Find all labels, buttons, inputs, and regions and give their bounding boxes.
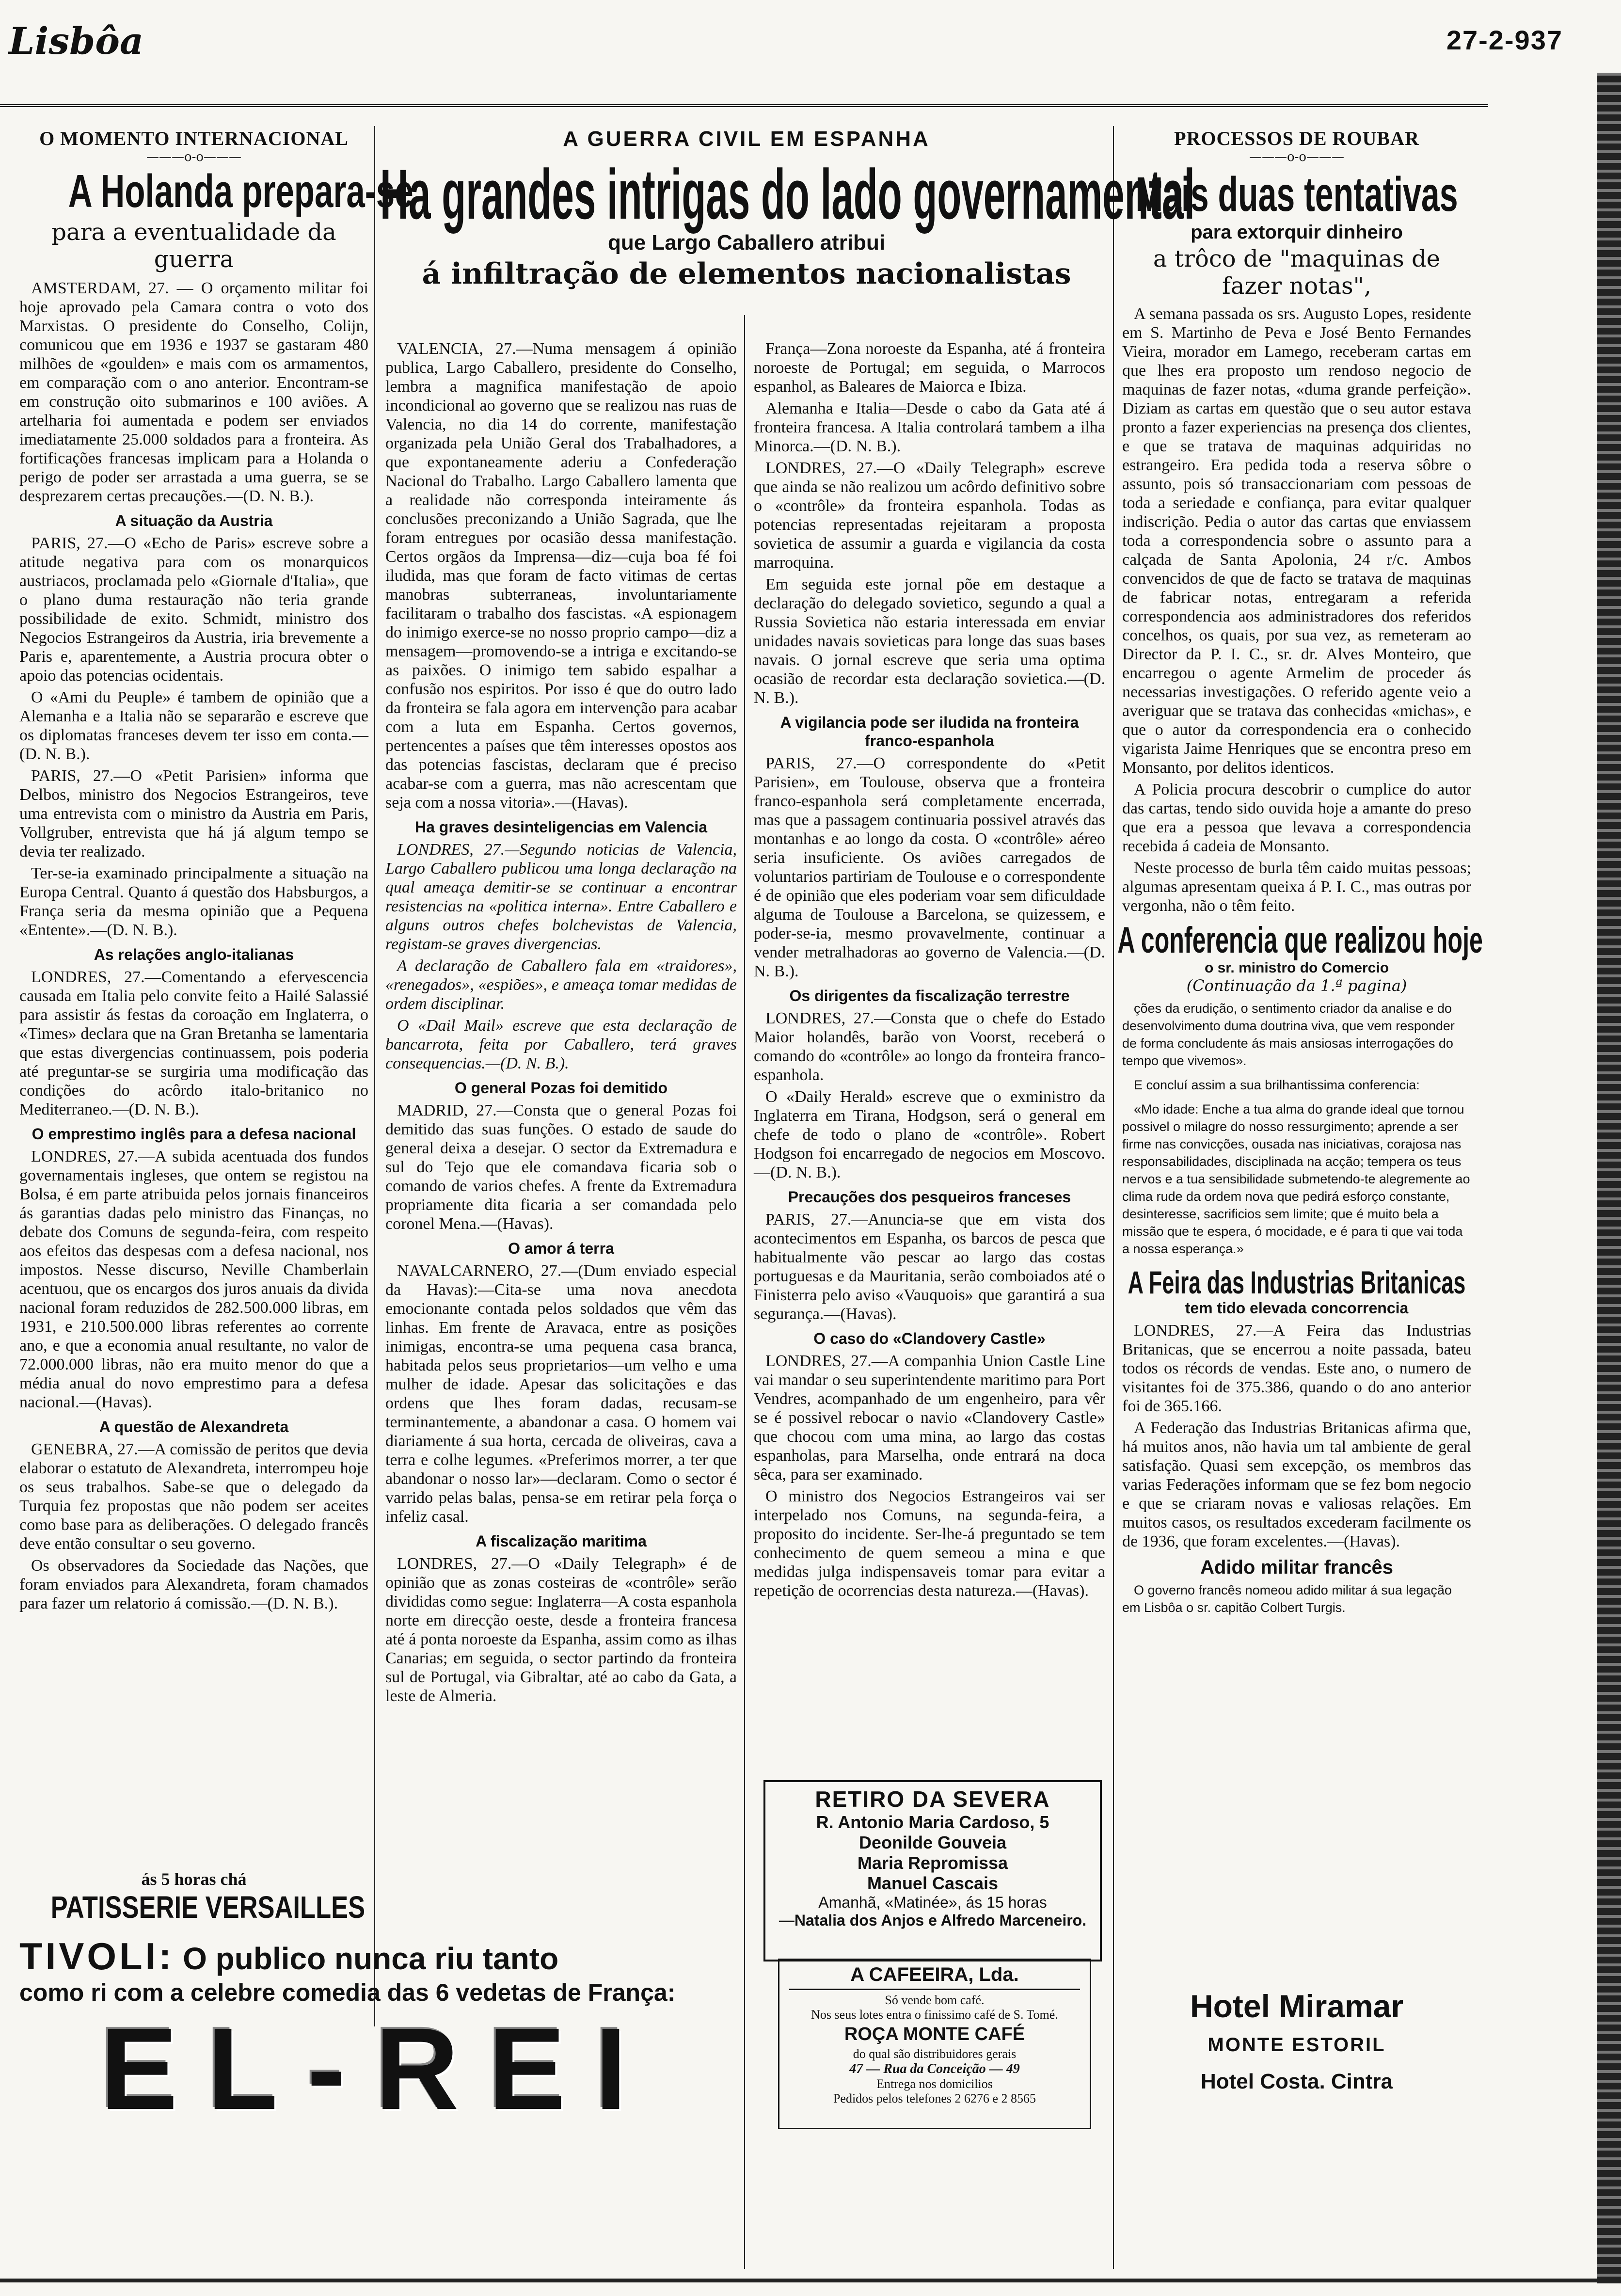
headline: Ha grandes intrigas do lado governamental	[380, 155, 1195, 234]
page-date: 27-2-937	[1446, 25, 1563, 55]
paragraph: A semana passada os srs. Augusto Lopes, residente em S. Martinho de Peva e José Bento Fernandes Vieira, morador em Lamego, receberam cartas em que lhes era proposto um rendoso negocio de maquinas de fazer notas, «duma grande perfeição». Diziam as cartas em questão que o seu autor estava pronto a fazer experiencias na presença dos clientes, e que se tratava de maquinas adquiridas no estrangeiro. Era pedida toda a reserva sôbre o assunto, pois só transaccionariam com pessoas de toda a seriedade e confiança, para evitar qualquer indiscrição. Pedia o autor das cartas que enviassem toda a correspondencia sobre o assunto para a calçada de Santa Apolonia, 24 r/c. Ambos convencidos de que de facto se tratava de maquinas de fabricar notas, entregaram a referida correspondencia aos administradores dos referidos concelhos, os quais, por sua vez, as remeteram ao Director da P. I. C., sr. dr. Alves Monteiro, que encarregou o agente Armelim de proceder ás necessarias investigações. O referido agente veio a averiguar que se tratava das conhecidas «michas», e que o autor da correspondencia era o conhecido vigarista Jaime Henriques que se encontra preso em Monsanto, por delitos identicos.	[1122, 305, 1471, 777]
scan-edge-strip	[1597, 73, 1621, 2283]
subheading: As relações anglo-italianas	[94, 946, 294, 963]
paragraph: E concluí assim a sua brilhantissima conferencia:	[1134, 1078, 1420, 1092]
paragraph: VALENCIA, 27.—Numa mensagem á opinião publica, Largo Caballero, presidente do Conselho, lembra a magnifica manifestação de apoio incondicional ao governo que se realizou nas ruas de Valencia, no dia 14 do corrente, manifestação organizada pela União Geral dos Trabalhadores, a que expontaneamente aderiu a Confederação Nacional do Trabalho. Largo Caballero lamenta que a realidade não corresponda inteiramente ás conclusões preconizando a União Sagrada, que lhe foram entregues por ocasião dessa manifestação. Certos orgãos da Imprensa—diz—cuja boa fé foi iludida, mas que foram de facto vitimas de certas manobras subterraneas, involuntariamente facilitaram o trabalho dos fascistas. «A espionagem do inimigo exerce-se no nosso proprio campo—diz a mensagem—promovendo-se a intriga e excitando-se as paixões. O inimigo tem sabido espalhar a confusão nos espiritos. Por isso é que do outro lado da fronteira se fala agora em intervenção para acabar com a luta em Espanha. Certos governos, pertencentes a países que têm interesses opostos aos das potencias fascistas, declaram que é preciso acabar-se com a guerra, mas não acrescentam que seja com a nossa vitoria».—(Havas).	[385, 340, 737, 812]
paragraph: PARIS, 27.—Anuncia-se que em vista dos acontecimentos em Espanha, os barcos de pesca que habitualmente vão pescar ao largo das costas portuguesas e da Mauritania, serão comboiados até o Finisterra pelo aviso «Vauquois» que garantirá a sua segurança.—(Havas).	[754, 1211, 1105, 1323]
subheading: A situação da Austria	[115, 512, 273, 529]
ad-title: RETIRO DA SEVERA	[815, 1786, 1050, 1812]
article-body	[1122, 304, 1471, 915]
ad-line: Hotel Costa. Cintra	[1200, 2070, 1393, 2093]
article-body	[19, 279, 368, 1613]
continuation-note: (Continuação da 1.ª pagina)	[1186, 976, 1407, 995]
ad-line: Entrega nos domicilios	[876, 2077, 993, 2091]
paragraph: O governo francês nomeou adido militar á sua legação em Lisbôa o sr. capitão Colbert Turgis.	[1122, 1583, 1452, 1615]
paragraph: ções da erudição, o sentimento criador da analise e do desenvolvimento duma doutrina viva, que vem responder de forma concludente ás mais ansiosas interrogações do tempo que vivemos».	[1122, 1001, 1455, 1068]
subheading: O general Pozas foi demitido	[454, 1079, 668, 1097]
paragraph: Alemanha e Italia—Desde o cabo da Gata até á fronteira francesa. A Italia controlará tambem a ilha Minorca.—(D. N. B.).	[754, 399, 1105, 455]
subheading: Precauções dos pesqueiros franceses	[788, 1188, 1071, 1206]
ad-line: Só vende bom café.	[885, 1993, 985, 2007]
article-body	[1122, 1581, 1471, 1616]
ad-line: como ri com a celebre comedia das 6 vedetas de França:	[19, 1979, 676, 2006]
ad-cafeeira	[778, 1959, 1091, 2129]
article-holanda	[19, 127, 413, 1616]
article-processos-de-roubar	[1117, 127, 1483, 1623]
paragraph: O ministro dos Negocios Estrangeiros vai ser interpelado nos Comuns, na segunda-feira, a proposito do incidente. Ser-lhe-á preguntado se tem conhecimento de quem semeou a mina e que medidas julga indispensaveis tomar para evitar a repetição de ocorrencias desta natureza.—(Havas).	[754, 1487, 1105, 1600]
masthead-rule	[0, 104, 1488, 107]
paragraph: O «Dail Mail» escreve que esta declaração de bancarrota, feita por Caballero, terá graves consequencias.—(D. N. B.).	[385, 1017, 737, 1072]
ad-brand: TIVOLI:	[19, 1935, 175, 1977]
section-kicker: O MOMENTO INTERNACIONAL	[39, 128, 349, 149]
subheading: A questão de Alexandreta	[99, 1418, 289, 1435]
article-body-left	[385, 339, 737, 1708]
deck: que Largo Caballero atribui	[607, 231, 886, 255]
page-place-name: Lisbôa	[9, 19, 144, 63]
deck: a trôco de "maquinas de fazer notas",	[1153, 245, 1441, 300]
deck: para a eventualidade da guerra	[51, 219, 336, 273]
column-divider	[744, 315, 745, 2269]
paragraph: Ter-se-ia examinado principalmente a situação na Europa Central. Quanto á questão dos Habsburgos, a França seria da mesma opinião que a Pequena «Entente».—(D. N. B.).	[19, 864, 368, 939]
paragraph: AMSTERDAM, 27. — O orçamento militar foi hoje aprovado pela Camara contra o voto dos Marxistas. O presidente do Conselho, Colijn, comunicou que em 1936 e 1937 se gastaram 480 milhões de «goulden» e mais com os armamentos, em comparação com o ano anterior. Encontram-se em construção oito submarinos e 100 aviões. A artelharia foi aumentada e podem ser enviados imediatamente 25.000 soldados para a fronteira. As fortificações francesas implicam para a Holanda o perigo de poder ser arrastada a uma guerra, se se desprezarem certas precauções.—(D. N. B.).	[19, 279, 368, 505]
paragraph: Em seguida este jornal põe em destaque a declaração do delegado sovietico, segundo a qual a Russia Sovietica não estaria interessada em enviar unidades navais sovieticas para longe das suas bases navais. O jornal escreve que seria uma optima ocasião de recordar esta declaração sovietica.—(D. N. B.).	[754, 575, 1105, 707]
paragraph: PARIS, 27.—O «Echo de Paris» escreve sobre a atitude negativa para com os monarquicos austriacos, proclamada pelo «Giornale d'Italia», que o plano duma restauração não teria grande possibilidade de exito. Schmidt, ministro dos Negocios Estrangeiros da Austria, iria brevemente a Paris e, aparentemente, a Austria procura obter o apoio das potencias ocidentais.	[19, 534, 368, 685]
ad-phones: Pedidos pelos telefones 2 6276 e 2 8565	[833, 2091, 1036, 2105]
paragraph: PARIS, 27.—O correspondente do «Petit Parisien», em Toulouse, observa que a fronteira franco-espanhola será completamente encerrada, mas que a passagem continuaria possivel através das montanhas e ao longo da costa. O «contrôle» aéreo seria insuficiente. Os aviões carregados de voluntarios partiriam de Toulouse e o correspondente é de opinião que eles poderiam voar sem dificuldade alguma de Toulouse a Barcelona, se quizessem, e poder-se-ia, mesmo provavelmente, continuar a vender metralhadoras ao governo de Valencia.—(D. N. B.).	[754, 754, 1105, 980]
ad-line: Deonilde Gouveia	[858, 1833, 1007, 1852]
ad-line: Maria Repromissa	[857, 1853, 1008, 1873]
subheading: O caso do «Clandovery Castle»	[813, 1330, 1046, 1347]
paragraph: LONDRES, 27.—O «Daily Telegraph» escreve que ainda se não realizou um acôrdo definitivo sobre o «contrôle» da fronteira espanhola. Todas as potencias representadas rejeitaram a proposta sovietica de assumir a guarda e vigilancia da costa marroquina.	[754, 459, 1105, 572]
ad-brand: ROÇA MONTE CAFÉ	[844, 2024, 1025, 2044]
paragraph: França—Zona noroeste da Espanha, até á fronteira noroeste de Portugal; em seguida, o Marrocos espanhol, as Baleares de Maiorca e Ibiza.	[754, 340, 1105, 396]
paragraph: MADRID, 27.—Consta que o general Pozas foi demitido das suas funções. O estado de saude do general deixa a desejar. O sector da Extremadura e sul do Tejo que ele comandava ficaria sob o comando de varios chefes. A frente da Extremadura propriamente dita ficaria a ser comandada pelo coronel Mena.—(Havas).	[385, 1101, 737, 1233]
paragraph: LONDRES, 27.—Consta que o chefe do Estado Maior holandês, barão von Voorst, receberá o comando do «contrôle» ao longo da fronteira franco-espanhola.	[754, 1009, 1105, 1084]
paragraph: LONDRES, 27.—A subida acentuada dos fundos governamentais ingleses, que ontem se registou na Bolsa, é em parte atribuida pelos jornais financeiros ás garantias dadas pelo ministro das Finanças, no debate dos Comuns de segunda-feira, com respeito aos efeitos das despesas com a defesa nacional, nos impostos. Nesse discurso, Neville Chamberlain acentuou, que os encargos dos juros anuais da divida nacional foram reduzidos de 282.500.000 libras, em 1931, e 210.500.000 libras referentes ao corrente ano, e que a economia anual resultante, no valor de 72.000.000 libras, não era muito menor do que a média anual do novo emprestimo para a defesa nacional.—(Havas).	[19, 1148, 368, 1411]
subheading: O amor á terra	[508, 1240, 614, 1257]
ad-line: R. Antonio Maria Cardoso, 5	[816, 1812, 1049, 1832]
ad-line	[19, 1934, 737, 1978]
ad-line: Amanhã, «Matinée», ás 15 horas	[818, 1894, 1047, 1911]
article-guerra-civil-header	[380, 127, 1195, 291]
paragraph: LONDRES, 27.—O «Daily Telegraph» é de opinião que as zonas costeiras de «contrôle» serão divididas como segue: Inglaterra—A costa espanhola norte em direcção oeste, desde a fronteira francesa até á ponta noroeste da Espanha, assim como as ilhas Canarias; em seguida, o sector partindo da fronteira sul de Portugal, via Gibraltar, até ao cabo da Gata, a leste de Almeria.	[385, 1555, 737, 1705]
deck: á infiltração de elementos nacionalistas	[422, 257, 1071, 291]
ad-patisserie-versailles	[19, 1869, 368, 1925]
column-divider	[374, 126, 375, 2026]
paragraph: Neste processo de burla têm caido muitas pessoas; algumas apresentam queixa á P. I. C., mas outras por vergonha, não o têm feito.	[1122, 859, 1471, 915]
page-bottom-border	[0, 2279, 1621, 2282]
ad-title: Hotel Miramar	[1190, 1988, 1404, 2024]
ad-line: MONTE ESTORIL	[1208, 2034, 1386, 2056]
headline: A Holanda prepara-se	[68, 165, 413, 217]
paragraph: NAVALCARNERO, 27.—(Dum enviado especial da Havas):—Cita-se uma nova anecdota emocionante contada pelos soldados que vêm das linhas. Em frente de Aravaca, entre as posições inimigas, encontra-se uma pequena casa branca, habitada pelos seus proprietarios—um velho e uma mulher de idade. Apesar das solicitações e das ordens que lhes foram dadas, recusam-se terminantemente, a abandonar a casa. O homem vai diariamente á sua horta, cercada de oliveiras, cava a terra e colhe legumes. «Preferimos morrer, a ter que abandonar o nosso lar»—declaram. Como o sector é varrido pelas balas, pensa-se em retirar pela força o infeliz casal.	[385, 1262, 737, 1526]
ad-address: 47 — Rua da Conceição — 49	[849, 2061, 1020, 2076]
ad-tivoli	[19, 1934, 737, 2138]
ad-title: PATISSERIE VERSAILLES	[50, 1890, 366, 1925]
ad-hotel-miramar	[1125, 1988, 1469, 2094]
paragraph: A declaração de Caballero fala em «traidores», «renegados», «espiões», e ameaça tomar medidas de ordem disciplinar.	[385, 957, 737, 1013]
paragraph: LONDRES, 27.—Comentando a efervescencia causada em Italia pelo convite feito a Hailé Salassié para assistir ás festas da coroação em Inglaterra, o «Times» declara que na Gran Bretanha se lamentaria que estas divergencias continuassem, pois poderia até preguntar-se se surgiria uma modificação das condições do acôrdo italo-britanico no Mediterraneo.—(D. N. B.).	[19, 968, 368, 1118]
section-kicker: PROCESSOS DE ROUBAR	[1174, 128, 1419, 149]
ad-show-title: EL-REI	[100, 2004, 656, 2134]
ad-retiro-da-severa	[763, 1780, 1102, 1961]
paragraph: LONDRES, 27.—Segundo noticias de Valencia, Largo Caballero publicou uma longa declaração na qual ameaça demitir-se se continuar a encontrar resistencias na «politica interna». Entre Caballero e alguns outros chefes bolchevistas de Valencia, registam-se graves divergencias.	[385, 841, 737, 953]
paragraph: LONDRES, 27.—A companhia Union Castle Line vai mandar o seu superintendente maritimo para Port Vendres, acompanhado de um engenheiro, para vêr se é possivel rebocar o navio «Clandovery Castle» que chocou com uma mina, ao largo das costas espanholas, para Marselha, onde entrará na doca sêca, para ser examinado.	[754, 1352, 1105, 1483]
article-body	[1122, 1000, 1471, 1258]
paragraph: O «Daily Herald» escreve que o exministro da Inglaterra em Tirana, Hodgson, será o general em chefe de todo o plano de «contrôle». Robert Hodgson foi encarregado de negocios em Moscovo.—(D. N. B.).	[754, 1088, 1105, 1181]
deck: para extorquir dinheiro	[1191, 222, 1403, 243]
paragraph: PARIS, 27.—O «Petit Parisien» informa que Delbos, ministro dos Negocios Estrangeiros, teve uma entrevista com o ministro da Austria em Paris, Vollgruber, entrevista que há já algum tempo se devia ter realizado.	[19, 767, 368, 861]
headline: Mais duas tentativas	[1135, 167, 1458, 222]
paragraph: A Federação das Industrias Britanicas afirma que, há muitos anos, não havia um tal ambiente de geral satisfação. Quasi sem excepção, os membros das varias Federações informam que se fez bom negocio e que se criaram novas e valiosas relações. Em muitos casos, os resultados excederam facilmente os de 1936, que foram excelentes.—(Havas).	[1122, 1419, 1471, 1550]
article-body	[1122, 1321, 1471, 1551]
deck: o sr. ministro do Comercio	[1204, 960, 1389, 976]
paragraph: A Policia procura descobrir o cumplice do autor das cartas, tendo sido ouvida hoje a amante do preso que era a pessoa que levava a correspondencia recebida á cadeia de Monsanto.	[1122, 781, 1471, 855]
headline: A Feira das Industrias Britanicas	[1128, 1264, 1466, 1300]
subheading: Ha graves desinteligencias em Valencia	[415, 818, 707, 836]
section-kicker: A GUERRA CIVIL EM ESPANHA	[563, 127, 930, 151]
paragraph: Os observadores da Sociedade das Nações, que foram enviados para Alexandreta, foram chamados para fazer um relatorio á comissão.—(D. N. B.).	[19, 1557, 368, 1612]
paragraph: GENEBRA, 27.—A comissão de peritos que devia elaborar o estatuto de Alexandreta, interrompeu hoje os seus trabalhos. Sabe-se que o delegado da Turquia fez propostas que não podem ser aceites como base para as deliberações. O delegado francês deve então consultar o seu governo.	[19, 1440, 368, 1553]
headline: Adido militar francês	[1200, 1557, 1393, 1578]
paragraph: O «Ami du Peuple» é tambem de opinião que a Alemanha e a Italia não se separarão e escreve que os diplomatas franceses devem ter isso em conta.—(D. N. B.).	[19, 688, 368, 763]
column-divider	[1113, 126, 1114, 2269]
ad-line: Nos seus lotes entra o finissimo café de S. Tomé.	[811, 2008, 1058, 2022]
ornament-divider: ———o-o———	[146, 150, 242, 164]
subheading: A vigilancia pode ser iludida na fronteira franco-espanhola	[780, 714, 1079, 749]
ad-line: —Natalia dos Anjos e Alfredo Marceneiro.	[779, 1912, 1087, 1929]
subheading: Os dirigentes da fiscalização terrestre	[789, 987, 1070, 1004]
headline: A conferencia que realizou hoje	[1117, 920, 1483, 961]
article-body-right	[754, 339, 1105, 1603]
paragraph: LONDRES, 27.—A Feira das Industrias Britanicas, que se encerrou a noite passada, bateu todos os récords de vendas. Este ano, o numero de visitantes foi de 375.386, quando o do ano anterior foi de 365.166.	[1122, 1322, 1471, 1415]
ad-line: do qual são distribuidores gerais	[853, 2047, 1017, 2061]
ad-tagline: O publico nunca riu tanto	[183, 1941, 559, 1976]
ad-title: A CAFEEIRA, Lda.	[789, 1964, 1080, 1990]
ad-line: ás 5 horas chá	[141, 1869, 247, 1889]
ad-line: Manuel Cascais	[867, 1873, 999, 1893]
ornament-divider: ———o-o———	[1249, 150, 1345, 164]
deck: tem tido elevada concorrencia	[1185, 1299, 1409, 1317]
subheading: A fiscalização maritima	[476, 1532, 647, 1550]
subheading: O emprestimo inglês para a defesa nacional	[32, 1125, 356, 1143]
paragraph: «Mo idade: Enche a tua alma do grande ideal que tornou possivel o milagre do nosso ressurgimento; aprende a ser firme nas convicções, ousada nas iniciativas, corajosa nas responsabilidades, disciplinada na acção; tempera os teus nervos e a tua sensibilidade submetendo-te alegremente ao clima rude da ordem nova que pedirá esforço constante, desinteresse, sacrificios sem limite; que é muito bela a missão que te espera, ó mocidade, e é para ti que vai toda a nossa esperança.»	[1122, 1102, 1470, 1256]
